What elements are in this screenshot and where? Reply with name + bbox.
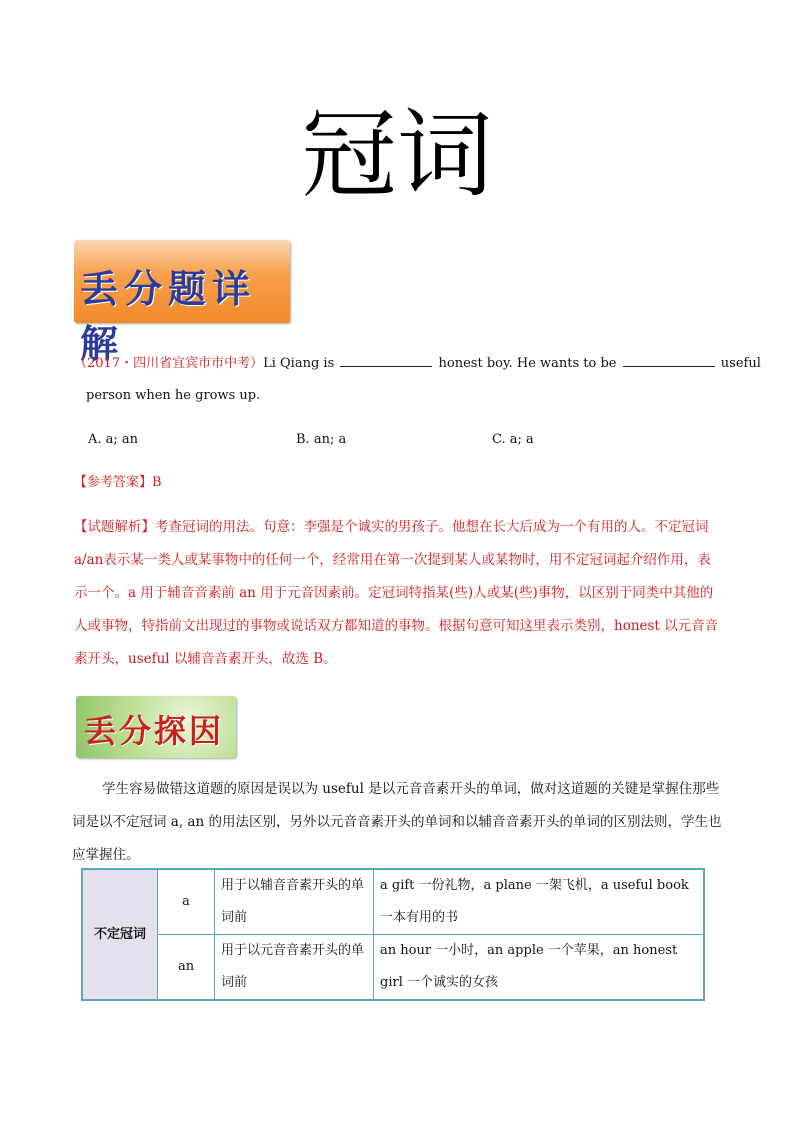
answer-blank-1 <box>340 354 432 367</box>
question-source: （2017・四川省宜宾市市中考） <box>74 356 264 371</box>
table-row <box>82 869 704 935</box>
option-b: B. an; a <box>296 432 347 447</box>
analysis-label: 【试题解析】 <box>74 519 155 535</box>
section-banner-error-cause <box>76 696 236 758</box>
answer-value: B <box>152 475 162 490</box>
article-cell: an <box>158 935 215 1001</box>
question-line-1 <box>74 354 761 373</box>
question-stem-part2: honest boy. He wants to be <box>438 356 617 371</box>
banner-label: 丢分探因 <box>84 712 225 750</box>
article-cell: a <box>158 869 215 935</box>
analysis-text: 考查冠词的用法。句意：李强是个诚实的男孩子。他想在长大后成为一个有用的人。不定冠词a/an表示某一类人或某事物中的任何一个，经常用在第一次提到某人或某物时，用不定冠词起介绍作用，表示一个。a 用于辅音音素前 an 用于元音因素前。定冠词特指某(些)人或某(些)事物，以区别于同类中其他的人或事物，特指前文出现过的事物或说话双方都知道的事物。根据句意可知这里表示类别，honest 以元音音素开头，useful 以辅音音素开头，故选 B。 <box>74 519 719 667</box>
banner-label: 丢分题详解 <box>80 266 257 366</box>
explanation-paragraph: 学生容易做错这道题的原因是误以为 useful 是以元音音素开头的单词，做对这道题的关键是掌握住那些词是以不定冠词 a, an 的用法区别，另外以元音音素开头的单词和以辅音音素开头的单词的区别法则，学生也应掌握住。 <box>72 781 722 863</box>
question-stem-part3: useful <box>720 356 761 371</box>
answer-blank-2 <box>623 354 715 367</box>
table-header: 不定冠词 <box>82 869 158 1000</box>
option-c: C. a; a <box>492 432 534 447</box>
question-line-2: person when he grows up. <box>86 388 261 403</box>
article-table <box>81 868 705 1001</box>
examples-cell: a gift 一份礼物，a plane 一架飞机，a useful book 一本有用的书 <box>374 869 705 935</box>
usage-cell: 用于以辅音音素开头的单词前 <box>215 869 374 935</box>
examples-cell: an hour 一小时，an apple 一个苹果，an honest girl 一个诚实的女孩 <box>374 935 705 1001</box>
answer-label: 【参考答案】 <box>74 475 153 490</box>
reference-answer <box>74 474 162 492</box>
usage-cell: 用于以元音音素开头的单词前 <box>215 935 374 1001</box>
page-title: 冠词 <box>301 99 493 211</box>
analysis-paragraph <box>74 511 724 676</box>
table-row <box>82 935 704 1001</box>
question-stem-part1: Li Qiang is <box>263 356 335 371</box>
option-a: A. a; an <box>88 432 139 447</box>
